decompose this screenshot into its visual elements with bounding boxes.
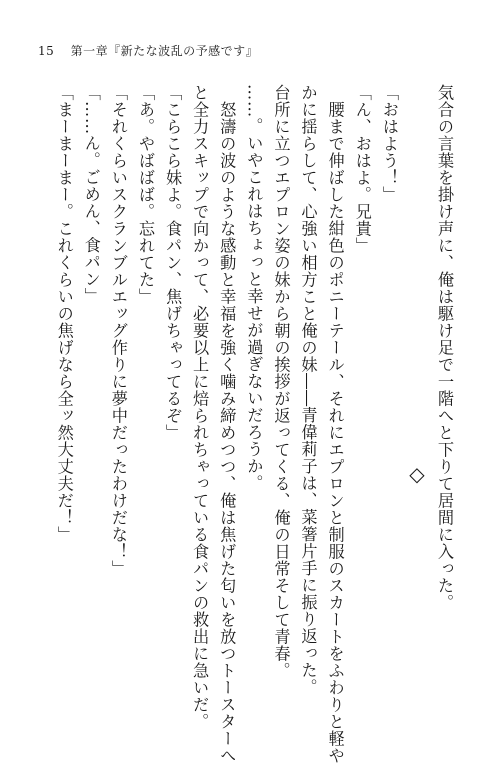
text-line: かに揺らして、心強い相方こと俺の妹――青偉莉子は、菜箸片手に振り返った。 <box>298 84 318 696</box>
text-line: と全力スキップで向かって、必要以上に焙られちゃっている食パンの救出に急いだ。 <box>190 84 210 730</box>
chapter-title: 第一章『新たな波乱の予感です』 <box>70 44 259 58</box>
dialogue-line: 「ん、おはよ。兄貴」 <box>352 84 372 254</box>
text-line: ……。いやこれはちょっと幸せが過ぎないだろうか。 <box>244 84 264 492</box>
dialogue-line: 「こらこら妹よ。食パン、焦げちゃってるぞ」 <box>163 84 183 441</box>
dialogue-line: 「それくらいスクランブルエッグ作りに夢中だったわけだな！」 <box>108 84 128 577</box>
dialogue-line: 「……ん。ごめん、食パン」 <box>81 84 101 305</box>
vertical-text-body <box>38 84 458 764</box>
dialogue-line: 「まーまーまー。これくらいの焦げなら全ッ然大丈夫だ！」 <box>54 84 74 543</box>
dialogue-line: 「おはよう！」 <box>379 84 399 203</box>
text-line: 怒濤の波のような感動と幸福を強く噛み締めつつ、俺は焦げた匂いを放つトースターへ <box>217 84 237 764</box>
page-number: 15 <box>38 44 55 58</box>
running-header <box>38 42 258 59</box>
text-line: 気合の言葉を掛け声に、俺は駆け足で一階へと下りて居間に入った。 <box>435 84 454 611</box>
dialogue-line: 「あ。やばばば。忘れてた」 <box>135 84 155 305</box>
scene-break-separator <box>403 84 431 624</box>
text-line: 腰まで伸ばした紺色のポニーテール、それにエプロンと制服のスカートをふわりと軽や <box>325 84 345 764</box>
diamond-icon: ◇ <box>404 461 429 487</box>
text-line: 台所に立つエプロン姿の妹から朝の挨拶が返ってくる、俺の日常そして青春。 <box>271 84 291 679</box>
